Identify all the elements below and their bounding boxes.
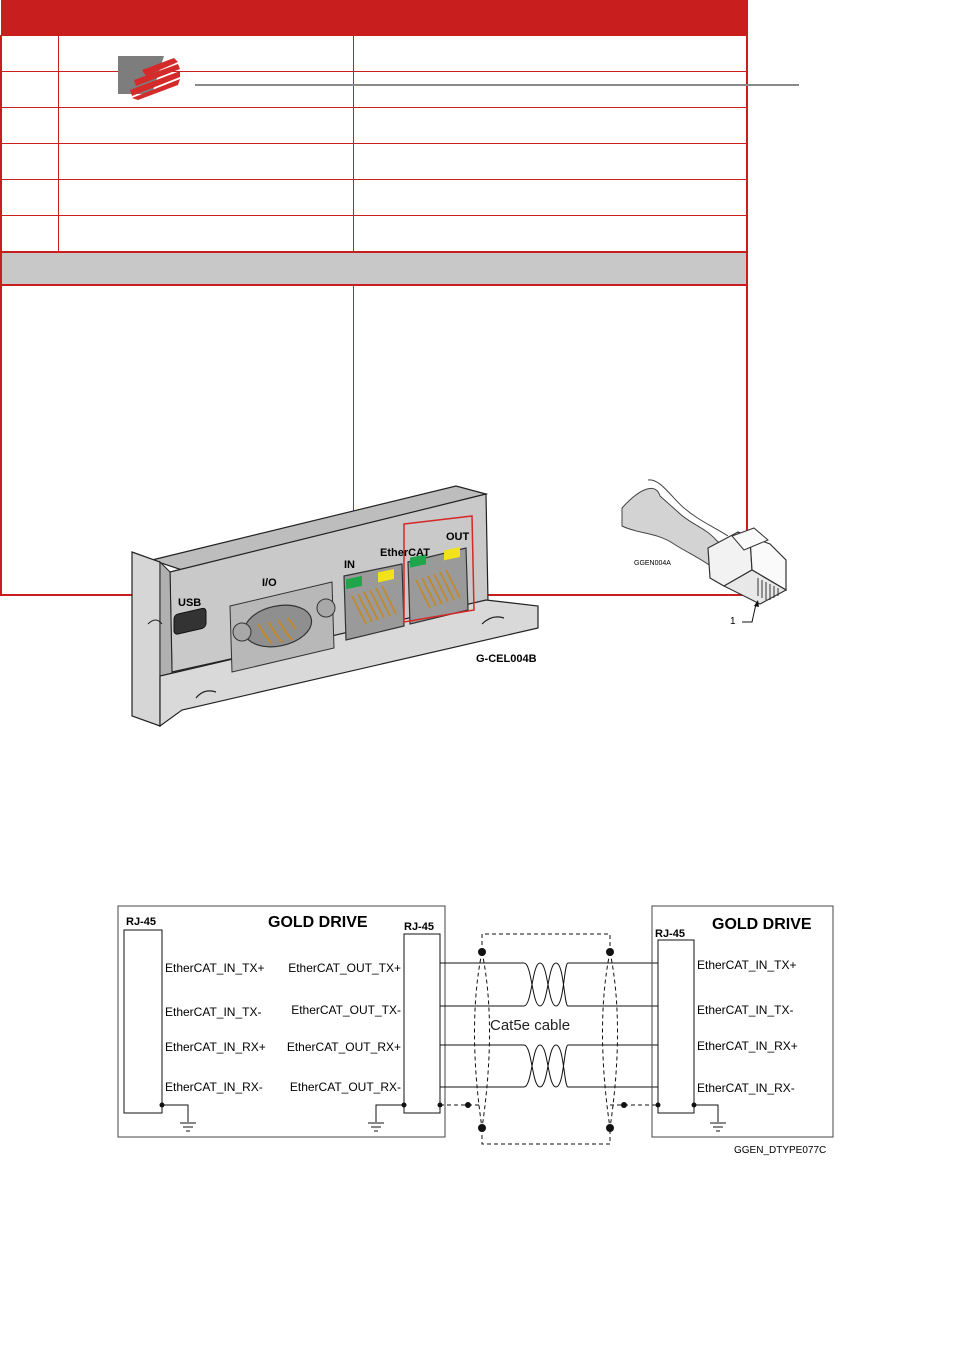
pin-1-label: 1 — [730, 616, 736, 627]
left-rj45-label: RJ-45 — [126, 916, 156, 928]
right-in-signal: EtherCAT_IN_RX+ — [697, 1039, 798, 1053]
left-out-signal: EtherCAT_OUT_RX- — [289, 1080, 401, 1094]
table-row — [1, 108, 747, 144]
header-rule — [195, 84, 799, 86]
brand-stripes-logo-icon — [112, 52, 184, 102]
header-cell — [1, 1, 58, 36]
out-label: OUT — [446, 531, 470, 543]
left-out-signal: EtherCAT_OUT_RX+ — [286, 1040, 401, 1054]
table-cell — [58, 144, 353, 180]
ethercat-wiring-diagram — [112, 900, 842, 1162]
table-cell — [353, 144, 747, 180]
in-label: IN — [344, 559, 355, 571]
left-in-signal: EtherCAT_IN_RX+ — [165, 1040, 266, 1054]
wiring-figure-code: GGEN_DTYPE077C — [734, 1145, 827, 1156]
left-drive-title: GOLD DRIVE — [268, 914, 368, 931]
pin-table-header — [1, 1, 747, 36]
right-drive-title: GOLD DRIVE — [712, 916, 812, 933]
table-cell — [58, 180, 353, 216]
io-label: I/O — [262, 577, 277, 589]
table-cell — [58, 108, 353, 144]
table-banner-row — [1, 252, 747, 285]
table-cell — [1, 108, 58, 144]
drive-figure-code: G-CEL004B — [476, 653, 537, 665]
left-in-signal: EtherCAT_IN_TX+ — [165, 961, 265, 975]
right-in-signal: EtherCAT_IN_TX- — [697, 1003, 794, 1017]
left-out-rj45-label: RJ-45 — [404, 921, 434, 933]
drive-panel-figure — [126, 476, 541, 734]
ethercat-label: EtherCAT — [380, 547, 430, 559]
header-cell — [58, 1, 353, 36]
table-banner — [1, 252, 747, 285]
table-cell — [353, 216, 747, 253]
table-cell — [353, 36, 747, 72]
plug-figure-code: GGEN004A — [634, 560, 671, 567]
table-cell — [353, 108, 747, 144]
table-cell — [1, 216, 58, 253]
left-in-signal: EtherCAT_IN_TX- — [165, 1005, 262, 1019]
table-cell — [58, 36, 353, 72]
table-cell — [58, 216, 353, 253]
table-row — [1, 216, 747, 253]
left-in-signal: EtherCAT_IN_RX- — [165, 1080, 263, 1094]
left-out-signal: EtherCAT_OUT_TX+ — [288, 961, 401, 975]
table-cell — [353, 180, 747, 216]
table-cell — [1, 72, 58, 108]
cable-label: Cat5e cable — [490, 1017, 571, 1034]
right-in-signal: EtherCAT_IN_RX- — [697, 1081, 795, 1095]
table-cell — [58, 72, 353, 108]
right-rj45-label: RJ-45 — [655, 928, 685, 940]
table-cell — [1, 180, 58, 216]
rj45-plug-figure — [620, 478, 810, 630]
left-drive-box — [118, 906, 445, 1137]
table-cell — [353, 72, 747, 108]
usb-label: USB — [178, 597, 202, 609]
header-cell — [353, 1, 747, 36]
right-in-signal: EtherCAT_IN_TX+ — [697, 958, 797, 972]
table-row — [1, 180, 747, 216]
table-cell — [1, 36, 58, 72]
table-row — [1, 144, 747, 180]
left-out-signal: EtherCAT_OUT_TX- — [291, 1003, 401, 1017]
table-cell — [1, 144, 58, 180]
